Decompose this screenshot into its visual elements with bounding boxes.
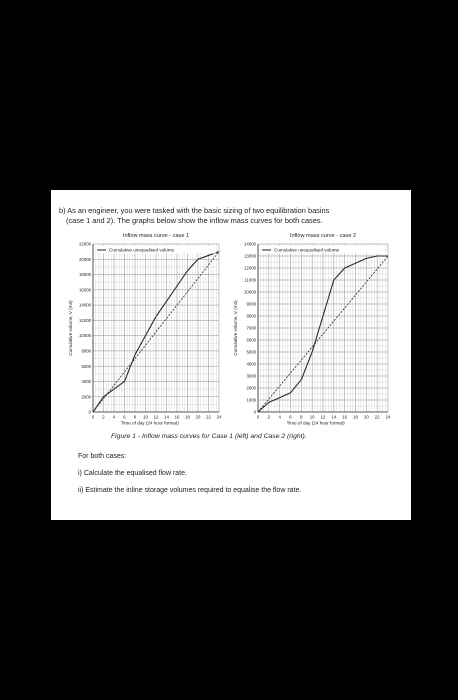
chart2-y-axis-label: Cumulative volume, V (m3) [233,300,238,356]
chart2-y-tick-label: 10000 [244,289,256,295]
chart1-y-tick-label: 22000 [79,241,91,247]
chart1-y-tick-label: 8000 [81,348,91,354]
chart1-x-tick-label: 0 [91,414,95,420]
chart2-y-tick-label: 1000 [246,397,256,403]
question-part-i: i) Calculate the equalised flow rate. [78,470,187,477]
question-sheet [51,190,411,520]
chart1-y-tick-label: 0 [88,409,91,415]
chart1-legend-label: Cumulative unequalised volume [109,247,175,253]
chart2-legend-label: Cumulative unequalised volume [274,247,340,253]
chart1-x-tick-label: 16 [174,414,180,420]
chart2-x-tick-label: 2 [267,414,271,420]
figure-caption: Figure 1 - Inflow mass curves for Case 1 (left) and Case 2 (right). [111,433,307,440]
chart2-x-tick-label: 6 [289,414,292,420]
question-intro-line1: b) As an engineer, you were tasked with the basic sizing of two equilibration basins [59,206,330,215]
chart1-x-tick-label: 12 [153,414,159,420]
chart-case-1 [55,228,223,434]
chart1-x-tick-label: 20 [195,414,201,420]
chart2-x-tick-label: 4 [278,414,281,420]
chart2-x-tick-label: 8 [300,414,303,420]
chart1-x-tick-label: 6 [123,414,126,420]
chart2-y-tick-label: 0 [253,409,256,415]
chart2-y-tick-label: 6000 [246,337,256,343]
chart2-x-tick-label: 20 [363,414,369,420]
chart-case-2 [223,228,393,434]
chart2-title: Inflow mass curve - case 2 [289,233,357,239]
chart2-y-tick-label: 5000 [246,349,256,355]
chart2-x-tick-label: 0 [256,414,260,420]
chart1-x-tick-label: 24 [216,414,222,420]
chart2-y-tick-label: 4000 [246,361,256,367]
chart1-y-tick-label: 12000 [79,317,91,323]
chart1-y-tick-label: 2000 [81,394,91,400]
chart2-x-tick-label: 10 [309,414,315,420]
chart1-x-axis-label: Time of day (24 hour format) [120,420,179,426]
chart1-x-tick-label: 10 [143,414,148,420]
question-intro-line2: (case 1 and 2). The graphs below show the inflow mass curves for both cases. [66,216,323,225]
chart1-y-tick-label: 4000 [81,379,91,385]
chart2-y-tick-label: 14000 [244,241,256,247]
chart1-x-tick-label: 8 [133,414,137,420]
chart1-x-tick-label: 2 [102,414,105,420]
chart2-y-tick-label: 7000 [246,325,256,331]
chart2-x-tick-label: 14 [331,414,337,420]
for-both-cases-label: For both cases: [78,453,127,460]
chart2-y-tick-label: 13000 [244,253,256,259]
chart1-x-tick-label: 18 [185,414,190,420]
chart1-y-tick-label: 6000 [81,363,91,369]
chart1-x-tick-label: 4 [112,414,116,420]
chart2-x-tick-label: 24 [385,414,391,420]
chart1-y-tick-label: 10000 [79,333,91,339]
chart1-y-tick-label: 18000 [79,272,91,278]
chart2-y-tick-label: 3000 [246,373,256,379]
chart2-y-tick-label: 11000 [244,277,256,283]
chart1-y-tick-label: 16000 [79,287,91,293]
chart2-y-tick-label: 12000 [244,265,256,271]
chart2-y-tick-label: 8000 [246,313,256,319]
chart2-x-tick-label: 12 [320,414,326,420]
chart1-y-tick-label: 20000 [79,256,91,262]
chart2-y-tick-label: 2000 [246,385,256,391]
chart1-title: Inflow mass curve - case 1 [122,233,190,239]
chart1-x-tick-label: 14 [164,414,169,420]
chart2-x-tick-label: 22 [374,414,380,420]
chart2-x-tick-label: 16 [342,414,348,420]
chart1-x-tick-label: 22 [206,414,211,420]
chart1-y-axis-label: Cumulative volume, V (m3) [68,300,73,356]
chart2-x-axis-label: Time of day (24 hour format) [286,420,345,426]
chart2-y-tick-label: 9000 [246,301,256,307]
chart1-y-tick-label: 14000 [79,302,91,308]
chart2-x-tick-label: 18 [353,414,358,420]
question-part-ii: ii) Estimate the inline storage volumes required to equalise the flow rate. [78,487,302,494]
